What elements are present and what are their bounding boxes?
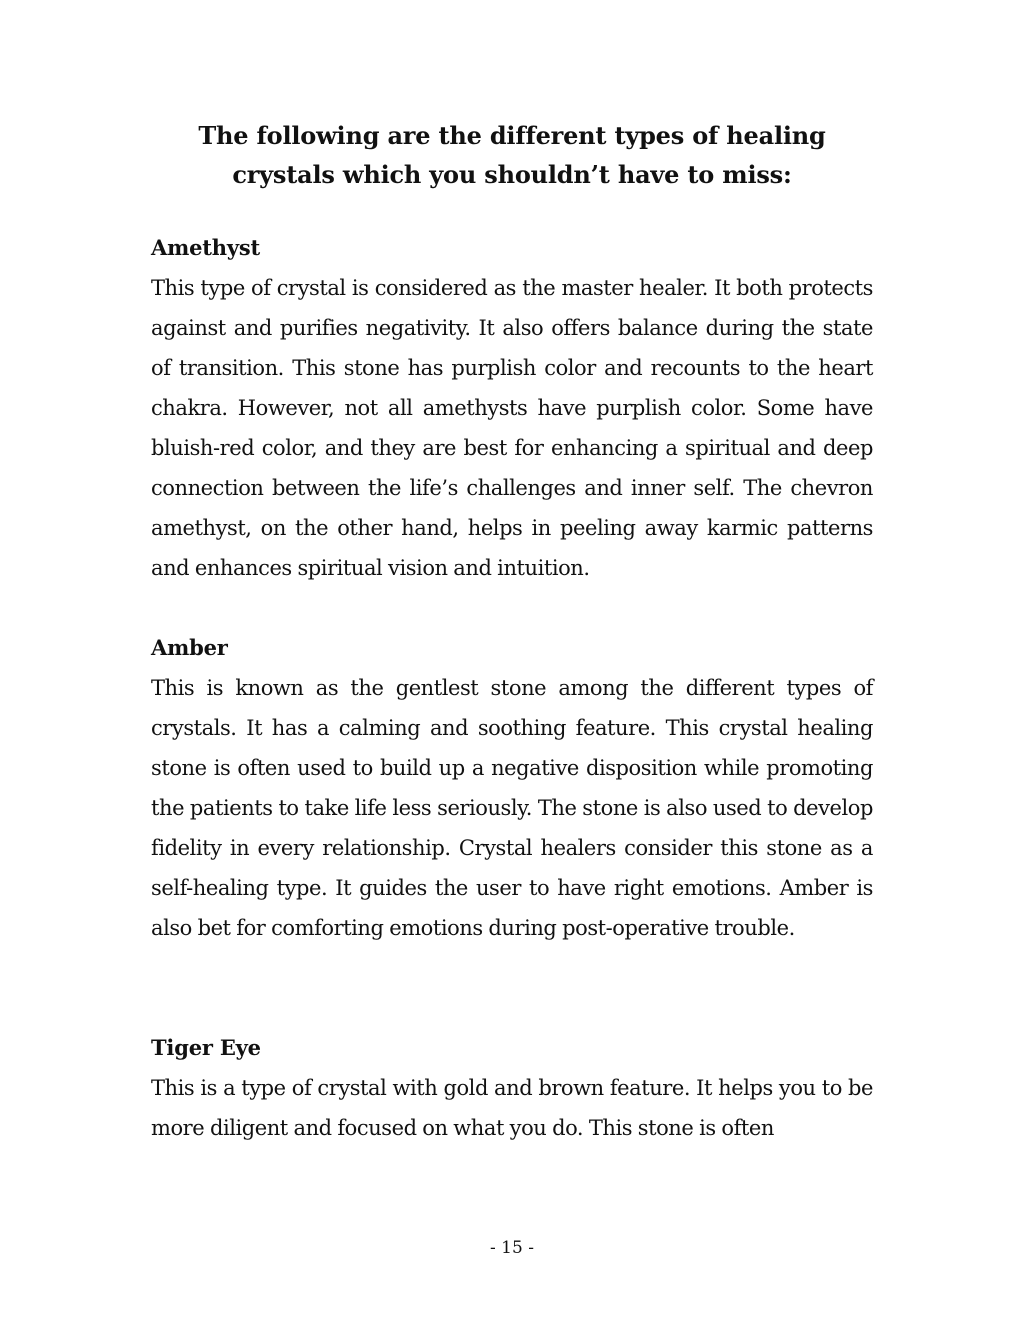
- page-title: The following are the different types of healing crystals which you shouldn’t have to miss:: [198, 121, 826, 189]
- section-amethyst: [151, 228, 873, 588]
- section-body: This is a type of crystal with gold and brown feature. It helps you to be more diligent and focused on what you do. This stone is often: [151, 1076, 873, 1140]
- section-heading: Amethyst: [151, 235, 260, 260]
- section-body: This is known as the gentlest stone among the different types of crystals. It has a calming and soothing feature. This crystal healing stone is often used to build up a negative disposition while promoting the patients to take life less seriously. The stone is also used to develop fidelity in every relationship. Crystal healers consider this stone as a self-healing type. It guides the user to have right emotions. Amber is also bet for comforting emotions during post-operative trouble.: [151, 676, 873, 940]
- section-amber: [151, 628, 873, 948]
- page-number: - 15 -: [490, 1238, 534, 1258]
- section-tiger-eye: [151, 1028, 873, 1148]
- section-heading: Tiger Eye: [151, 1035, 261, 1060]
- section-body: This type of crystal is considered as the master healer. It both protects against and purifies negativity. It also offers balance during the state of transition. This stone has purplish color and recounts to the heart chakra. However, not all amethysts have purplish color. Some have bluish-red color, and they are best for enhancing a spiritual and deep connection between the life’s challenges and inner self. The chevron amethyst, on the other hand, helps in peeling away karmic patterns and enhances spiritual vision and intuition.: [151, 276, 873, 580]
- section-heading: Amber: [151, 635, 228, 660]
